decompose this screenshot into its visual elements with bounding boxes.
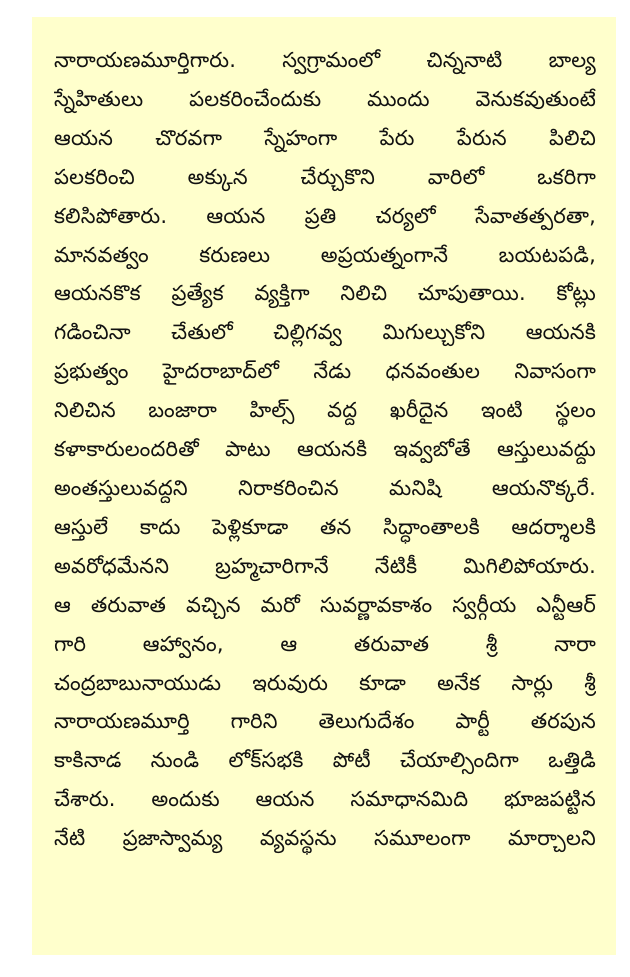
- text-line: కలిసిపోతారు. ఆయన ప్రతి చర్యలో సేవాతత్పరతా,: [54, 203, 596, 228]
- text-line: పలకరించి అక్కున చేర్చుకొని వారిలో ఒకరిగా: [54, 164, 596, 189]
- document-page: [32, 17, 616, 955]
- text-line: ఆస్తులే కాదు పెళ్లికూడా తన సిద్ధాంతాలకి ఆదర్శాలకి: [54, 514, 596, 539]
- text-line: కాకినాడ నుండి లోక్‌సభకి పోటీ చేయాల్సిందిగా ఒత్తిడి: [54, 748, 596, 773]
- text-line: స్నేహితులు పలకరించేందుకు ముందు వెనుకవుతుంటే: [54, 86, 596, 111]
- text-line: ప్రభుత్వం హైదరాబాద్‌లో నేడు ధనవంతుల నివాసంగా: [54, 359, 596, 384]
- text-line: ఆయనకొక ప్రత్యేక వ్యక్తిగా నిలిచి చూపుతాయి. కోట్లు: [54, 281, 596, 306]
- text-line: నారాయణమూర్తిగారు. స్వగ్రామంలో చిన్ననాటి బాల్య: [54, 48, 596, 72]
- text-line: గడించినా చేతులో చిల్లిగవ్వ మిగుల్చుకోని ఆయనకి: [54, 320, 596, 345]
- text-line: కళాకారులందరితో పాటు ఆయనకి ఇవ్వబోతే ఆస్తులువద్దు: [54, 437, 596, 462]
- text-line: గారి ఆహ్వానం, ఆ తరువాత శ్రీ నారా: [54, 631, 596, 656]
- text-line: ఆ తరువాత వచ్చిన మరో సువర్ణావకాశం స్వర్గీయ ఎన్టీఆర్: [54, 592, 596, 617]
- text-line: మానవత్వం కరుణలు అప్రయత్నంగానే బయటపడి,: [54, 242, 596, 267]
- text-line: నిలిచిన బంజారా హిల్స్ వద్ద ఖరీదైన ఇంటి స్థలం: [54, 398, 596, 423]
- text-line: చేశారు. అందుకు ఆయన సమాధానమిది భూజపట్టిన: [54, 787, 596, 812]
- text-line: నారాయణమూర్తి గారిని తెలుగుదేశం పార్టీ తరపున: [54, 709, 596, 734]
- text-line: చంద్రబాబునాయుడు ఇరువురు కూడా అనేక సార్లు శ్రీ: [54, 670, 596, 695]
- text-line: నేటి ప్రజాస్వామ్య వ్యవస్థను సమూలంగా మార్చాలని: [54, 826, 596, 851]
- text-line: అవరోధమేనని బ్రహ్మచారిగానే నేటికీ మిగిలిపోయారు.: [54, 553, 596, 578]
- text-line: ఆయన చొరవగా స్నేహంగా పేరు పేరున పిలిచి: [54, 125, 596, 150]
- text-line: అంతస్తులువద్దని నిరాకరించిన మనిషి ఆయనొక్కరే.: [54, 475, 596, 500]
